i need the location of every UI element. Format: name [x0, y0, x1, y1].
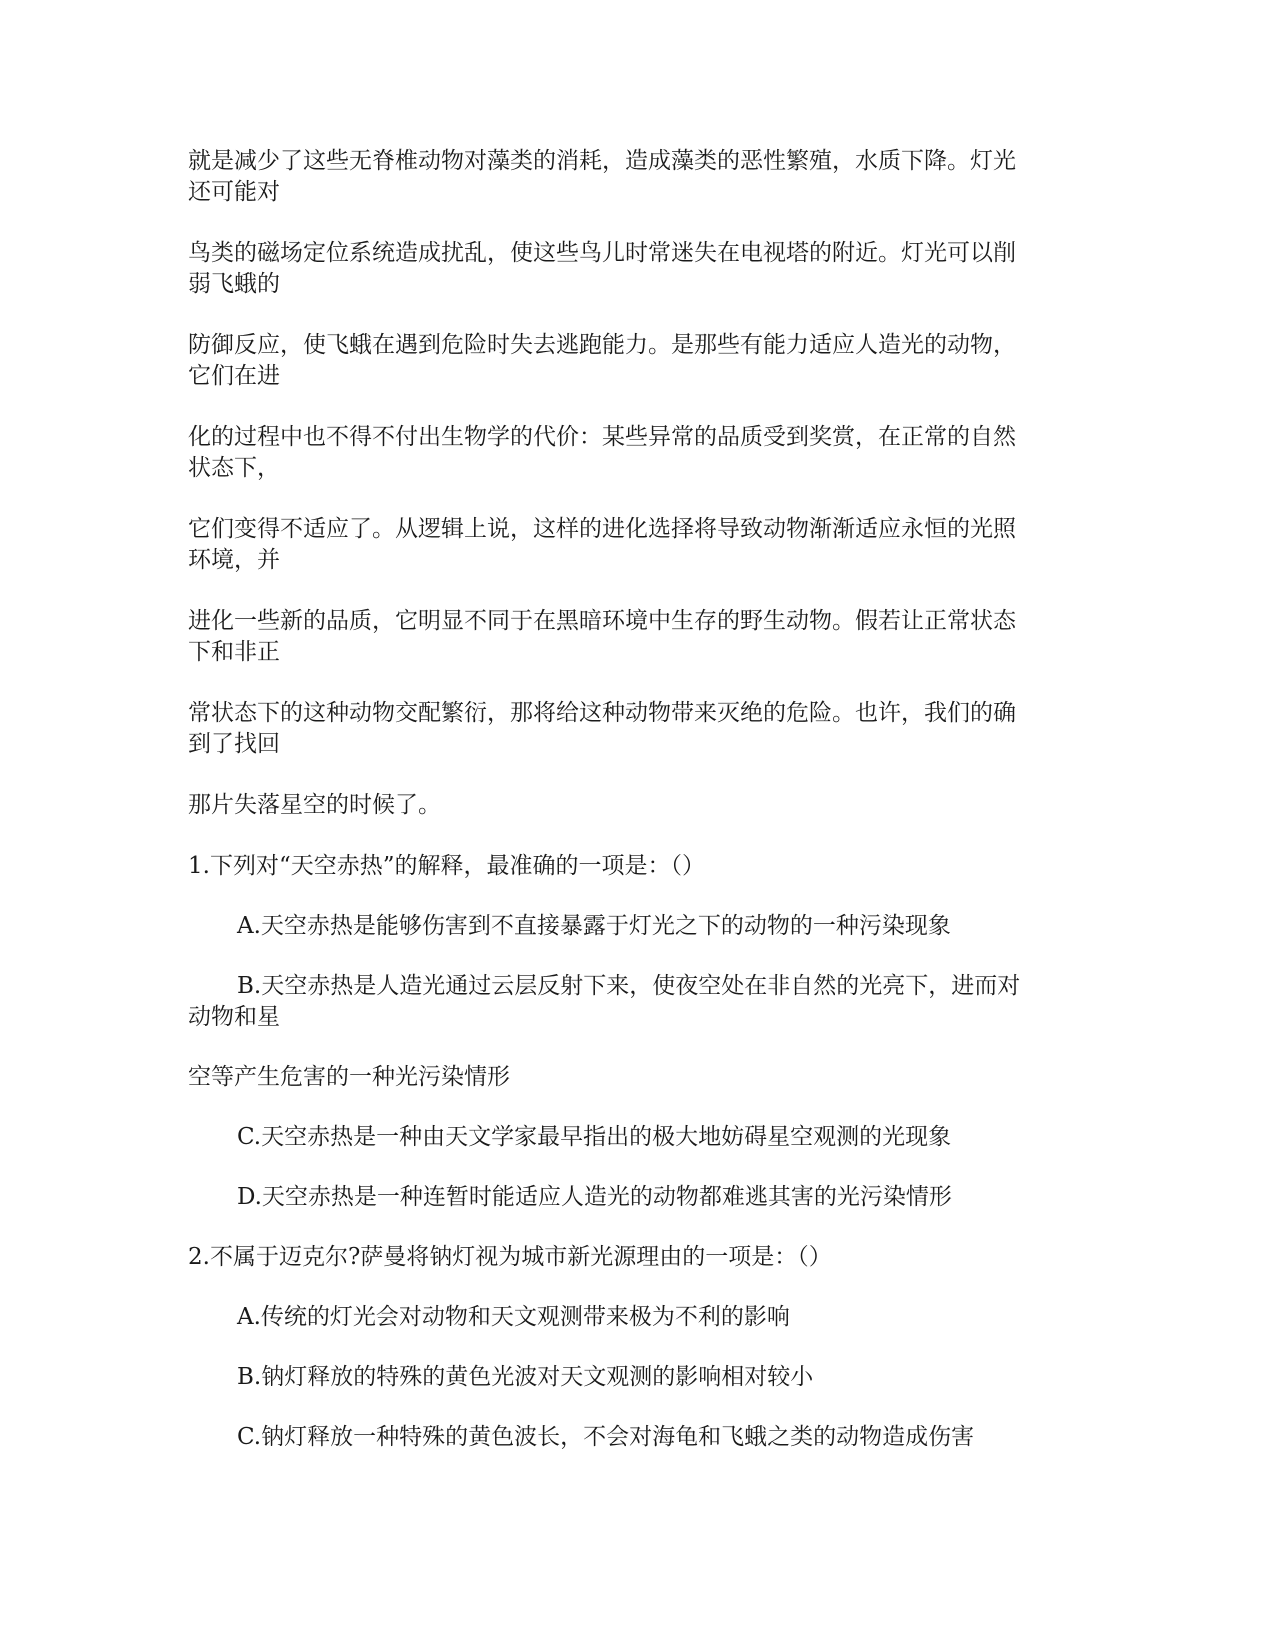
question-1-option-a: A.天空赤热是能够伤害到不直接暴露于灯光之下的动物的一种污染现象 [237, 913, 951, 939]
passage-paragraph [188, 146, 1088, 208]
option-b-line: B.天空赤热是人造光通过云层反射下来，使夜空处在非自然的光亮下，进而对 [237, 973, 1021, 999]
passage-line: 防御反应，使飞蛾在遇到危险时失去逃跑能力。是那些有能力适应人造光的动物， [188, 332, 1016, 358]
question-2-option-c: C.钠灯释放一种特殊的黄色波长，不会对海龟和飞蛾之类的动物造成伤害 [237, 1424, 975, 1450]
passage-line: 环境，并 [188, 547, 280, 573]
passage-line: 到了找回 [188, 731, 280, 757]
passage-paragraph [188, 330, 1088, 392]
passage-paragraph [188, 422, 1088, 484]
passage-line: 下和非正 [188, 639, 280, 665]
passage-line: 进化一些新的品质，它明显不同于在黑暗环境中生存的野生动物。假若让正常状态 [188, 608, 1016, 634]
question-1-option-b [188, 971, 1088, 1033]
passage-paragraph [188, 790, 1088, 821]
passage-line: 状态下， [188, 455, 280, 481]
passage-line: 就是减少了这些无脊椎动物对藻类的消耗，造成藻类的恶性繁殖，水质下降。灯光 [188, 148, 1016, 174]
passage-line: 化的过程中也不得不付出生物学的代价：某些异常的品质受到奖赏，在正常的自然 [188, 424, 1016, 450]
passage-line: 那片失落星空的时候了。 [188, 792, 441, 818]
question-2-option-a: A.传统的灯光会对动物和天文观测带来极为不利的影响 [237, 1304, 790, 1330]
question-2-option-b: B.钠灯释放的特殊的黄色光波对天文观测的影响相对较小 [237, 1364, 814, 1390]
question-1-stem: 1.下列对“天空赤热”的解释，最准确的一项是：（） [188, 853, 705, 879]
passage-paragraph [188, 514, 1088, 576]
passage-line: 还可能对 [188, 179, 280, 205]
question-2-stem: 2.不属于迈克尔?萨曼将钠灯视为城市新光源理由的一项是：（） [188, 1244, 832, 1270]
passage-paragraph [188, 698, 1088, 760]
question-1-option-b-continuation: 空等产生危害的一种光污染情形 [188, 1064, 510, 1090]
question-1-option-d: D.天空赤热是一种连暂时能适应人造光的动物都难逃其害的光污染情形 [237, 1184, 952, 1210]
passage-line: 它们变得不适应了。从逻辑上说，这样的进化选择将导致动物渐渐适应永恒的光照 [188, 516, 1016, 542]
passage-paragraph [188, 238, 1088, 300]
document-content [188, 146, 1088, 1482]
passage-paragraph [188, 606, 1088, 668]
passage-line: 常状态下的这种动物交配繁衍，那将给这种动物带来灭绝的危险。也许，我们的确 [188, 700, 1016, 726]
option-b-line: 动物和星 [188, 1004, 280, 1030]
question-1-option-c: C.天空赤热是一种由天文学家最早指出的极大地妨碍星空观测的光现象 [237, 1124, 952, 1150]
passage-line: 鸟类的磁场定位系统造成扰乱，使这些鸟儿时常迷失在电视塔的附近。灯光可以削 [188, 240, 1016, 266]
passage-line: 弱飞蛾的 [188, 271, 280, 297]
passage-line: 它们在进 [188, 363, 280, 389]
